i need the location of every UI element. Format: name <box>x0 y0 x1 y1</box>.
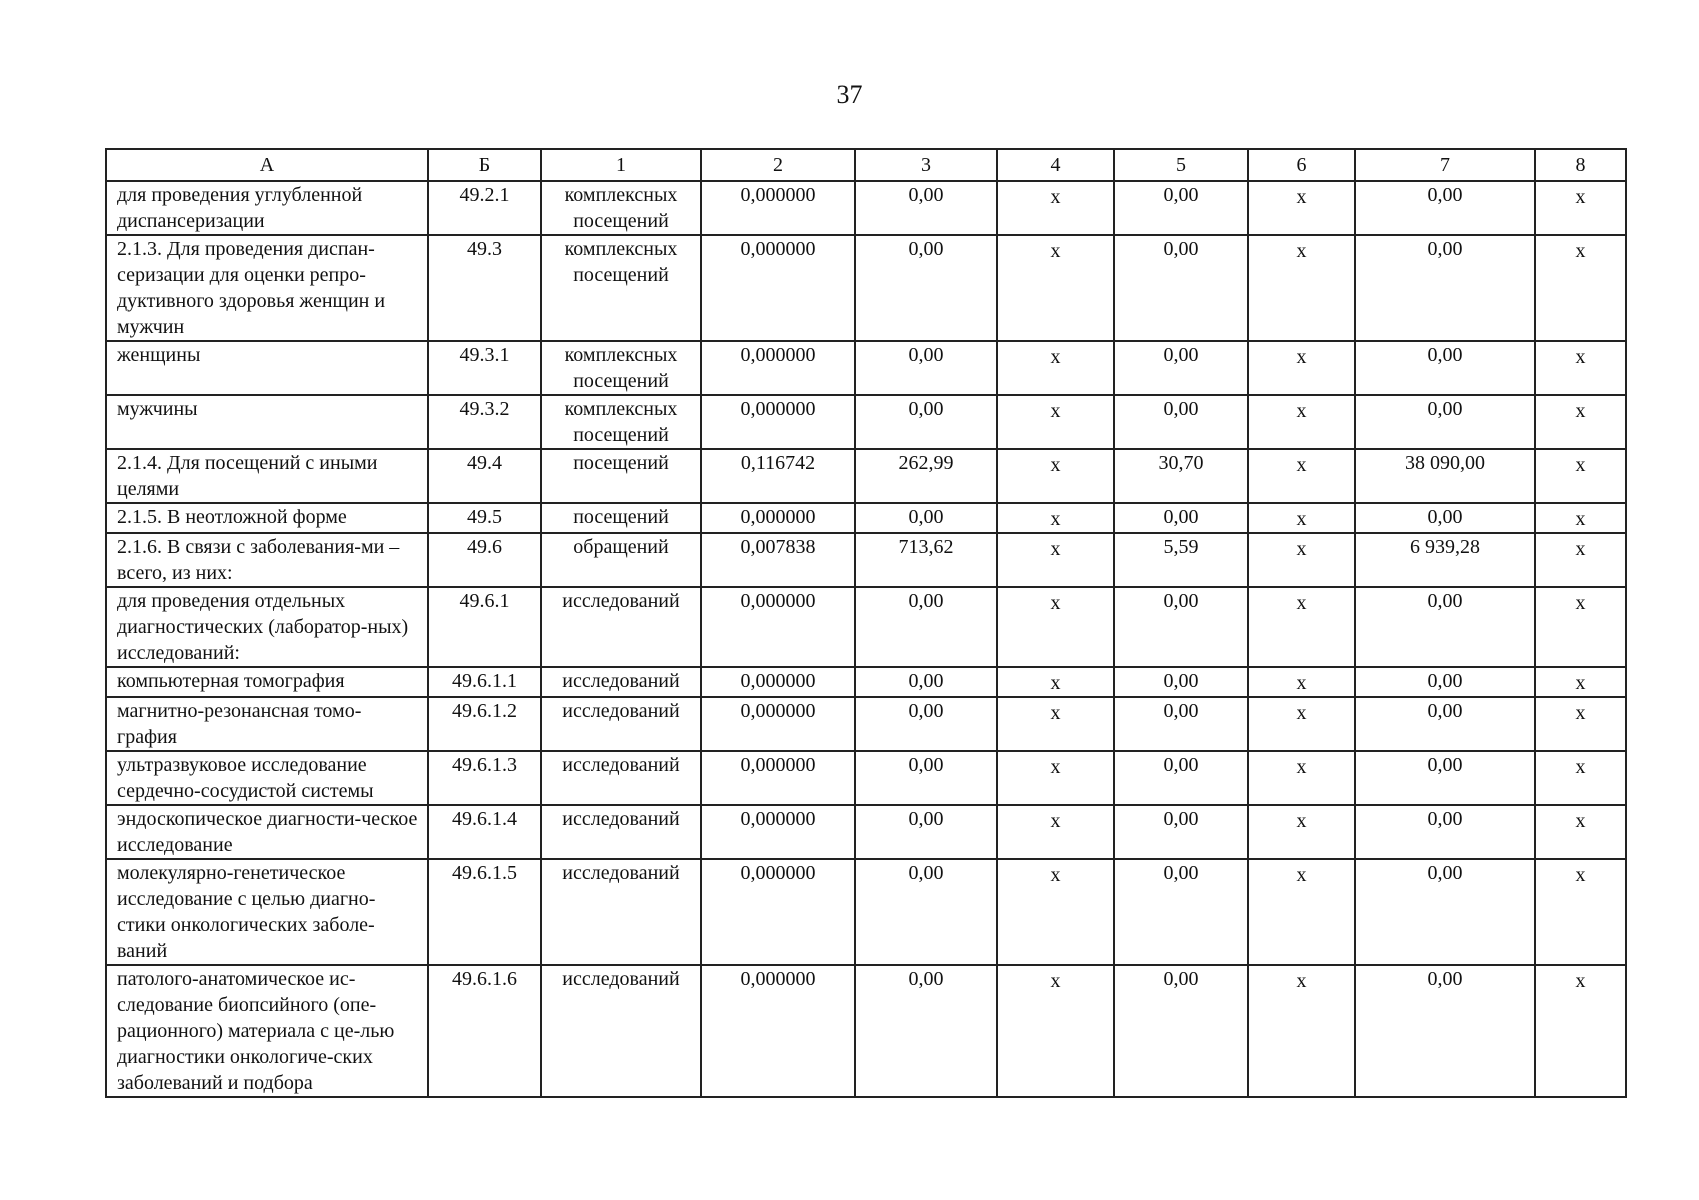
row-col6-cell: х <box>1248 503 1355 533</box>
row-col3-cell: 0,00 <box>855 667 997 697</box>
row-code-cell: 49.2.1 <box>428 181 541 235</box>
row-col7-cell: 38 090,00 <box>1355 449 1535 503</box>
row-col3-cell: 0,00 <box>855 965 997 1097</box>
table-row <box>106 503 1626 533</box>
row-code-cell: 49.6.1.3 <box>428 751 541 805</box>
row-col5-cell: 30,70 <box>1114 449 1248 503</box>
row-col7-cell: 0,00 <box>1355 859 1535 965</box>
header-cell: 8 <box>1535 149 1626 181</box>
row-col4-cell: х <box>997 395 1114 449</box>
table-row <box>106 859 1626 965</box>
row-col6-cell: х <box>1248 235 1355 341</box>
row-name-cell: для проведения углубленной диспансеризации <box>106 181 428 235</box>
row-col6-cell: х <box>1248 667 1355 697</box>
row-name-cell: молекулярно-генетическое исследование с целью диагно-стики онкологических заболе-ваний <box>106 859 428 965</box>
row-col4-cell: х <box>997 587 1114 667</box>
row-col2-cell: 0,000000 <box>701 805 855 859</box>
row-col6-cell: х <box>1248 805 1355 859</box>
row-col3-cell: 0,00 <box>855 503 997 533</box>
row-unit-cell: комплексных посещений <box>541 235 701 341</box>
header-cell: 7 <box>1355 149 1535 181</box>
header-cell: 3 <box>855 149 997 181</box>
row-col4-cell: х <box>997 341 1114 395</box>
row-col6-cell: х <box>1248 395 1355 449</box>
table-row <box>106 587 1626 667</box>
table-row <box>106 395 1626 449</box>
row-col7-cell: 0,00 <box>1355 805 1535 859</box>
row-col5-cell: 0,00 <box>1114 181 1248 235</box>
row-name-cell: мужчины <box>106 395 428 449</box>
header-cell: 5 <box>1114 149 1248 181</box>
row-col6-cell: х <box>1248 449 1355 503</box>
row-code-cell: 49.6 <box>428 533 541 587</box>
row-code-cell: 49.3.1 <box>428 341 541 395</box>
row-col4-cell: х <box>997 181 1114 235</box>
table-row <box>106 235 1626 341</box>
table-row <box>106 449 1626 503</box>
row-col2-cell: 0,000000 <box>701 667 855 697</box>
row-col2-cell: 0,007838 <box>701 533 855 587</box>
row-col2-cell: 0,000000 <box>701 965 855 1097</box>
row-col6-cell: х <box>1248 859 1355 965</box>
row-col4-cell: х <box>997 667 1114 697</box>
row-col5-cell: 0,00 <box>1114 859 1248 965</box>
table-row <box>106 805 1626 859</box>
row-col5-cell: 0,00 <box>1114 341 1248 395</box>
row-col8-cell: х <box>1535 751 1626 805</box>
row-col8-cell: х <box>1535 859 1626 965</box>
header-cell: А <box>106 149 428 181</box>
row-code-cell: 49.3.2 <box>428 395 541 449</box>
row-col5-cell: 0,00 <box>1114 667 1248 697</box>
row-unit-cell: исследований <box>541 697 701 751</box>
row-code-cell: 49.3 <box>428 235 541 341</box>
row-col8-cell: х <box>1535 181 1626 235</box>
header-cell: 1 <box>541 149 701 181</box>
row-col2-cell: 0,000000 <box>701 859 855 965</box>
row-code-cell: 49.6.1.2 <box>428 697 541 751</box>
row-col7-cell: 0,00 <box>1355 587 1535 667</box>
row-unit-cell: посещений <box>541 503 701 533</box>
page-number: 37 <box>836 80 863 109</box>
row-col2-cell: 0,000000 <box>701 181 855 235</box>
row-col2-cell: 0,000000 <box>701 751 855 805</box>
table-row <box>106 181 1626 235</box>
row-col3-cell: 0,00 <box>855 235 997 341</box>
row-col6-cell: х <box>1248 533 1355 587</box>
row-col7-cell: 0,00 <box>1355 503 1535 533</box>
data-table-container <box>105 148 1625 1098</box>
row-col5-cell: 0,00 <box>1114 395 1248 449</box>
row-col8-cell: х <box>1535 449 1626 503</box>
row-col8-cell: х <box>1535 395 1626 449</box>
row-col7-cell: 0,00 <box>1355 181 1535 235</box>
header-cell: 4 <box>997 149 1114 181</box>
row-col5-cell: 0,00 <box>1114 697 1248 751</box>
row-code-cell: 49.6.1.5 <box>428 859 541 965</box>
row-col8-cell: х <box>1535 533 1626 587</box>
row-col7-cell: 6 939,28 <box>1355 533 1535 587</box>
row-name-cell: 2.1.6. В связи с заболевания-ми – всего, из них: <box>106 533 428 587</box>
row-col8-cell: х <box>1535 667 1626 697</box>
row-col5-cell: 0,00 <box>1114 751 1248 805</box>
row-col6-cell: х <box>1248 965 1355 1097</box>
row-col8-cell: х <box>1535 805 1626 859</box>
row-col7-cell: 0,00 <box>1355 667 1535 697</box>
row-col2-cell: 0,116742 <box>701 449 855 503</box>
row-code-cell: 49.6.1.6 <box>428 965 541 1097</box>
row-unit-cell: посещений <box>541 449 701 503</box>
row-col2-cell: 0,000000 <box>701 395 855 449</box>
row-col4-cell: х <box>997 449 1114 503</box>
row-unit-cell: исследований <box>541 751 701 805</box>
row-col8-cell: х <box>1535 965 1626 1097</box>
row-col5-cell: 0,00 <box>1114 965 1248 1097</box>
row-col4-cell: х <box>997 235 1114 341</box>
row-col8-cell: х <box>1535 503 1626 533</box>
table-row <box>106 697 1626 751</box>
row-col7-cell: 0,00 <box>1355 965 1535 1097</box>
row-col5-cell: 0,00 <box>1114 805 1248 859</box>
row-name-cell: патолого-анатомическое ис-следование биопсийного (опе-рационного) материала с це-лью диагностики онкологиче-ских заболеваний и подбора <box>106 965 428 1097</box>
table-row <box>106 533 1626 587</box>
row-col5-cell: 5,59 <box>1114 533 1248 587</box>
row-name-cell: 2.1.4. Для посещений с иными целями <box>106 449 428 503</box>
row-name-cell: компьютерная томография <box>106 667 428 697</box>
row-col6-cell: х <box>1248 181 1355 235</box>
row-col4-cell: х <box>997 965 1114 1097</box>
row-col4-cell: х <box>997 533 1114 587</box>
row-col6-cell: х <box>1248 697 1355 751</box>
row-code-cell: 49.4 <box>428 449 541 503</box>
row-code-cell: 49.6.1.1 <box>428 667 541 697</box>
row-unit-cell: комплексных посещений <box>541 395 701 449</box>
row-unit-cell: исследований <box>541 965 701 1097</box>
row-col3-cell: 0,00 <box>855 697 997 751</box>
row-col3-cell: 0,00 <box>855 341 997 395</box>
table-row <box>106 667 1626 697</box>
row-col3-cell: 0,00 <box>855 181 997 235</box>
row-col3-cell: 262,99 <box>855 449 997 503</box>
row-name-cell: эндоскопическое диагности-ческое исследование <box>106 805 428 859</box>
row-col6-cell: х <box>1248 587 1355 667</box>
row-name-cell: для проведения отдельных диагностических (лаборатор-ных) исследований: <box>106 587 428 667</box>
row-col4-cell: х <box>997 859 1114 965</box>
row-unit-cell: исследований <box>541 805 701 859</box>
row-col4-cell: х <box>997 751 1114 805</box>
table-row <box>106 751 1626 805</box>
row-col2-cell: 0,000000 <box>701 587 855 667</box>
table-body <box>106 181 1626 1097</box>
row-col8-cell: х <box>1535 697 1626 751</box>
row-col3-cell: 0,00 <box>855 859 997 965</box>
header-cell: 6 <box>1248 149 1355 181</box>
row-col4-cell: х <box>997 503 1114 533</box>
row-col4-cell: х <box>997 697 1114 751</box>
row-col7-cell: 0,00 <box>1355 235 1535 341</box>
row-code-cell: 49.5 <box>428 503 541 533</box>
row-unit-cell: обращений <box>541 533 701 587</box>
row-col2-cell: 0,000000 <box>701 341 855 395</box>
row-col3-cell: 0,00 <box>855 751 997 805</box>
row-unit-cell: исследований <box>541 859 701 965</box>
row-col6-cell: х <box>1248 751 1355 805</box>
row-col8-cell: х <box>1535 587 1626 667</box>
row-name-cell: магнитно-резонансная томо-графия <box>106 697 428 751</box>
row-unit-cell: исследований <box>541 667 701 697</box>
table-row <box>106 965 1626 1097</box>
row-col4-cell: х <box>997 805 1114 859</box>
row-col2-cell: 0,000000 <box>701 503 855 533</box>
header-cell: 2 <box>701 149 855 181</box>
row-col5-cell: 0,00 <box>1114 235 1248 341</box>
row-col7-cell: 0,00 <box>1355 751 1535 805</box>
header-cell: Б <box>428 149 541 181</box>
row-col2-cell: 0,000000 <box>701 697 855 751</box>
row-col3-cell: 0,00 <box>855 395 997 449</box>
row-name-cell: ультразвуковое исследование сердечно-сосудистой системы <box>106 751 428 805</box>
row-col2-cell: 0,000000 <box>701 235 855 341</box>
row-name-cell: женщины <box>106 341 428 395</box>
row-col3-cell: 713,62 <box>855 533 997 587</box>
row-unit-cell: комплексных посещений <box>541 341 701 395</box>
data-table <box>105 148 1627 1098</box>
row-col8-cell: х <box>1535 341 1626 395</box>
table-row <box>106 341 1626 395</box>
row-code-cell: 49.6.1.4 <box>428 805 541 859</box>
row-col5-cell: 0,00 <box>1114 587 1248 667</box>
header-row <box>106 149 1626 181</box>
row-col5-cell: 0,00 <box>1114 503 1248 533</box>
row-unit-cell: исследований <box>541 587 701 667</box>
row-name-cell: 2.1.3. Для проведения диспан-серизации для оценки репро-дуктивного здоровья женщин и мужчин <box>106 235 428 341</box>
row-col8-cell: х <box>1535 235 1626 341</box>
row-col3-cell: 0,00 <box>855 805 997 859</box>
row-col7-cell: 0,00 <box>1355 697 1535 751</box>
row-col7-cell: 0,00 <box>1355 395 1535 449</box>
row-code-cell: 49.6.1 <box>428 587 541 667</box>
row-name-cell: 2.1.5. В неотложной форме <box>106 503 428 533</box>
row-unit-cell: комплексных посещений <box>541 181 701 235</box>
row-col3-cell: 0,00 <box>855 587 997 667</box>
row-col6-cell: х <box>1248 341 1355 395</box>
row-col7-cell: 0,00 <box>1355 341 1535 395</box>
